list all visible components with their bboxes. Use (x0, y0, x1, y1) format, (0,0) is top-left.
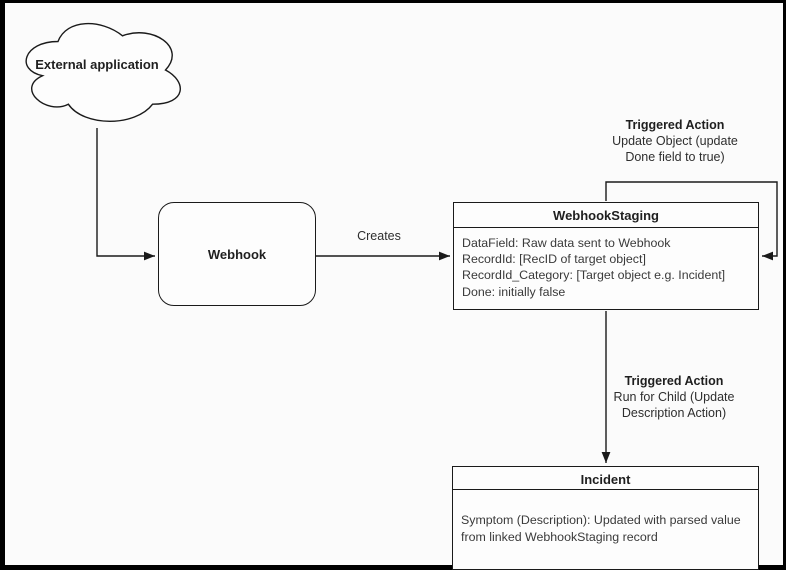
description-action-line: Description Action) (621, 406, 727, 420)
webhook-node (158, 202, 316, 306)
run-for-child-line: Run for Child (Update (613, 390, 735, 404)
update-object-line: Update Object (update (612, 134, 738, 148)
incident-body (453, 490, 758, 546)
done-field-line: Done field to true) (625, 150, 725, 164)
field-datafield: DataField: Raw data sent to Webhook (462, 236, 671, 250)
creates-edge-label: Creates (357, 229, 401, 243)
triggered-action-title-top: Triggered Action (625, 118, 725, 132)
webhook-staging-title: WebhookStaging (454, 203, 758, 228)
update-object-edge-label (575, 117, 775, 165)
webhook-label: Webhook (207, 246, 267, 262)
incident-node (452, 466, 759, 570)
external-application-node (15, 13, 187, 127)
webhook-staging-node (453, 202, 759, 310)
run-for-child-edge-label (574, 373, 774, 421)
triggered-action-title-bottom: Triggered Action (624, 374, 724, 388)
symptom-line-1: Symptom (Description): Updated with parsed value (461, 513, 741, 527)
field-done: Done: initially false (462, 284, 566, 299)
webhook-staging-fields (454, 228, 758, 300)
symptom-line-2: from linked WebhookStaging record (461, 530, 658, 544)
external-application-label: External application (35, 57, 159, 72)
field-recordid: RecordId: [RecID of target object] (462, 252, 646, 267)
incident-title: Incident (453, 467, 758, 490)
field-recordid-category: RecordId_Category: [Target object e.g. Incident] (462, 268, 726, 283)
